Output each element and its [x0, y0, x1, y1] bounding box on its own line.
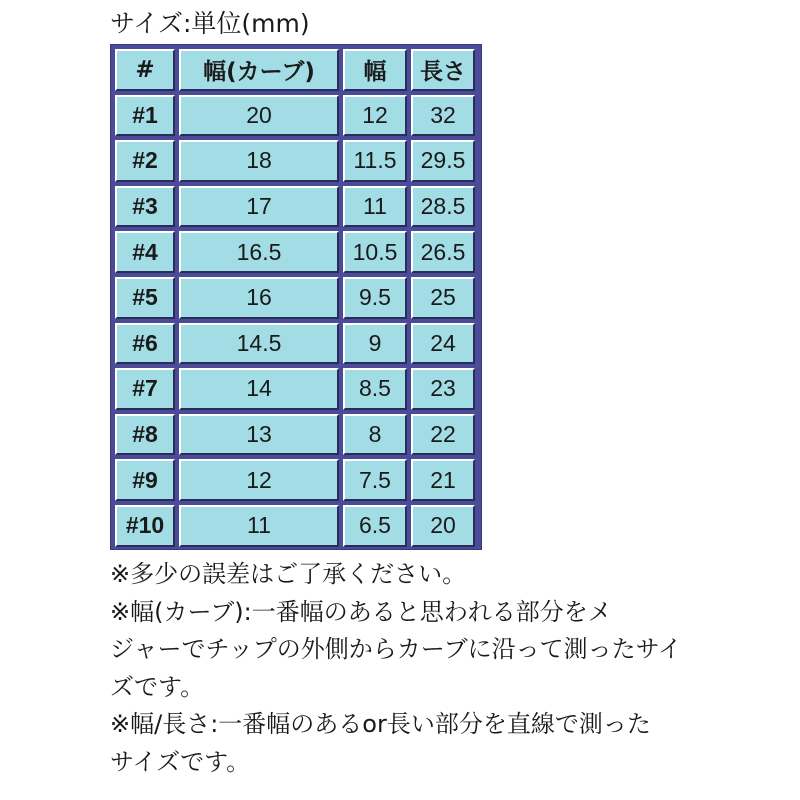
cell-width-curve: 12	[179, 459, 339, 501]
notes	[110, 556, 790, 781]
cell-length: 25	[411, 277, 475, 319]
cell-width-curve: 13	[179, 414, 339, 456]
cell-number: #4	[115, 231, 175, 273]
table-row	[115, 186, 475, 228]
cell-length: 29.5	[411, 140, 475, 182]
cell-number: #1	[115, 95, 175, 137]
cell-width-curve: 16	[179, 277, 339, 319]
table-row	[115, 95, 475, 137]
cell-length: 23	[411, 368, 475, 410]
header-number: #	[115, 49, 175, 91]
cell-number: #3	[115, 186, 175, 228]
cell-width-curve: 18	[179, 140, 339, 182]
cell-length: 22	[411, 414, 475, 456]
cell-width: 11	[343, 186, 407, 228]
cell-width: 11.5	[343, 140, 407, 182]
table-row	[115, 323, 475, 365]
note-line: ジャーでチップの外側からカーブに沿って測ったサイ	[110, 635, 682, 663]
table-row	[115, 505, 475, 547]
table-row	[115, 368, 475, 410]
note-line: ※幅/長さ:一番幅のあるor長い部分を直線で測った	[110, 710, 651, 738]
cell-width-curve: 14.5	[179, 323, 339, 365]
cell-width: 9	[343, 323, 407, 365]
cell-width-curve: 11	[179, 505, 339, 547]
cell-length: 26.5	[411, 231, 475, 273]
cell-length: 21	[411, 459, 475, 501]
cell-number: #8	[115, 414, 175, 456]
size-table-frame	[110, 44, 482, 550]
cell-width: 8.5	[343, 368, 407, 410]
cell-length: 20	[411, 505, 475, 547]
cell-length: 24	[411, 323, 475, 365]
size-unit-caption: サイズ:単位(mm)	[110, 9, 310, 38]
header-width: 幅	[343, 49, 407, 91]
cell-width-curve: 16.5	[179, 231, 339, 273]
cell-width: 6.5	[343, 505, 407, 547]
note-line: サイズです。	[110, 747, 251, 776]
cell-width: 9.5	[343, 277, 407, 319]
cell-width-curve: 14	[179, 368, 339, 410]
note-line: ※多少の誤差はご了承ください。	[110, 560, 467, 588]
table-header-row	[115, 49, 475, 91]
table-row	[115, 459, 475, 501]
header-length: 長さ	[411, 49, 475, 91]
cell-number: #7	[115, 368, 175, 410]
table-row	[115, 277, 475, 319]
note-line: ズです。	[110, 672, 205, 701]
cell-width-curve: 17	[179, 186, 339, 228]
note-line: ※幅(カーブ):一番幅のあると思われる部分をメ	[110, 597, 612, 626]
cell-number: #2	[115, 140, 175, 182]
header-width-curve: 幅(カーブ)	[179, 49, 339, 91]
size-table	[111, 45, 479, 551]
cell-length: 28.5	[411, 186, 475, 228]
cell-width: 12	[343, 95, 407, 137]
cell-number: #6	[115, 323, 175, 365]
cell-width: 7.5	[343, 459, 407, 501]
cell-number: #5	[115, 277, 175, 319]
cell-width: 10.5	[343, 231, 407, 273]
cell-number: #10	[115, 505, 175, 547]
cell-length: 32	[411, 95, 475, 137]
cell-width: 8	[343, 414, 407, 456]
table-row	[115, 231, 475, 273]
cell-width-curve: 20	[179, 95, 339, 137]
table-row	[115, 414, 475, 456]
cell-number: #9	[115, 459, 175, 501]
table-row	[115, 140, 475, 182]
